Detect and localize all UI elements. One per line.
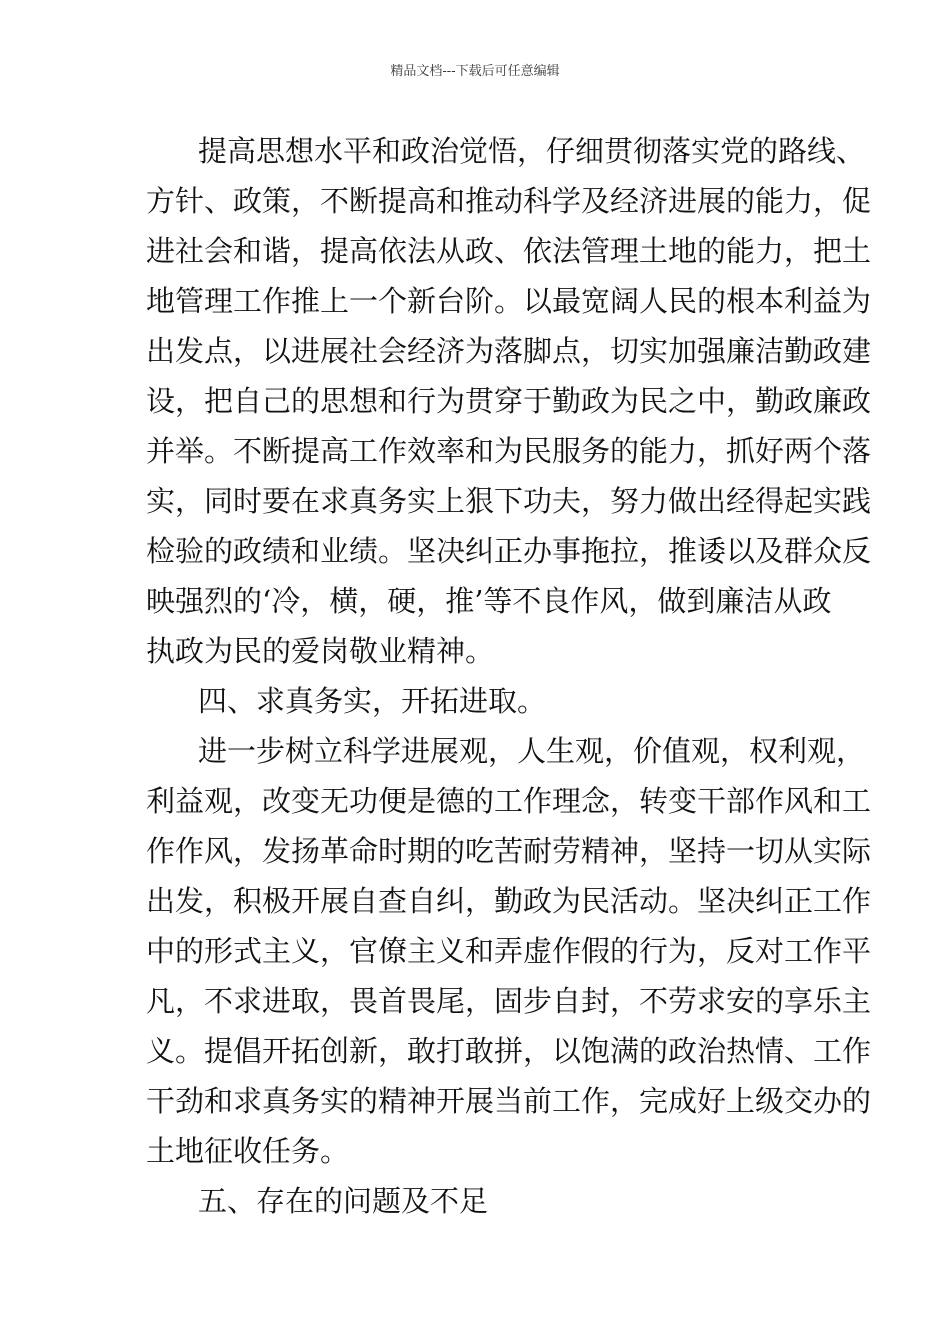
text-line: 进社会和谐，提高依法从政、依法管理土地的能力，把土 — [146, 234, 872, 268]
text-line: 进一步树立科学进展观，人生观，价值观，权利观， — [198, 734, 866, 768]
text-line: 凡，不求进取，畏首畏尾，固步自封，不劳求安的享乐主 — [146, 984, 872, 1018]
section-heading — [146, 676, 806, 726]
text-line: 地管理工作推上一个新台阶。以最宽阔人民的根本利益为 — [146, 284, 872, 318]
text-line: 方针、政策，不断提高和推动科学及经济进展的能力，促 — [146, 184, 872, 218]
text-line: 四、求真务实，开拓进取。 — [198, 684, 547, 718]
text-line: 设，把自己的思想和行为贯穿于勤政为民之中，勤政廉政 — [146, 384, 872, 418]
text-line: 实，同时要在求真务实上狠下功夫，努力做出经得起实践 — [146, 484, 872, 518]
text-line: 出发点，以进展社会经济为落脚点，切实加强廉洁勤政建 — [146, 334, 872, 368]
text-line: 义。提倡开拓创新，敢打敢拼，以饱满的政治热情、工作 — [146, 1034, 872, 1068]
document-body — [146, 126, 872, 1226]
text-line: 干劲和求真务实的精神开展当前工作，完成好上级交办的 — [146, 1084, 872, 1118]
paragraph — [146, 126, 872, 676]
section-heading — [146, 1176, 806, 1226]
text-line: 出发，积极开展自查自纠，勤政为民活动。坚决纠正工作 — [146, 884, 872, 918]
text-line: 中的形式主义，官僚主义和弄虚作假的行为，反对工作平 — [146, 934, 872, 968]
text-line: 土地征收任务。 — [146, 1134, 350, 1168]
text-line: 作作风，发扬革命时期的吃苦耐劳精神，坚持一切从实际 — [146, 834, 872, 868]
text-line: 检验的政绩和业绩。坚决纠正办事拖拉，推诿以及群众反 — [146, 534, 872, 568]
text-line: 映强烈的‘冷，横，硬，推’等不良作风，做到廉洁从政 — [146, 584, 832, 618]
text-line: 并举。不断提高工作效率和为民服务的能力，抓好两个落 — [146, 434, 872, 468]
text-line: 五、存在的问题及不足 — [198, 1184, 489, 1218]
text-line: 执政为民的爱岗敬业精神。 — [146, 634, 495, 668]
page-header: 精品文档---下载后可任意编辑 — [390, 64, 560, 79]
text-line: 提高思想水平和政治觉悟，仔细贯彻落实党的路线、 — [198, 134, 866, 168]
paragraph — [146, 726, 872, 1176]
text-line: 利益观，改变无功便是德的工作理念，转变干部作风和工 — [146, 784, 872, 818]
